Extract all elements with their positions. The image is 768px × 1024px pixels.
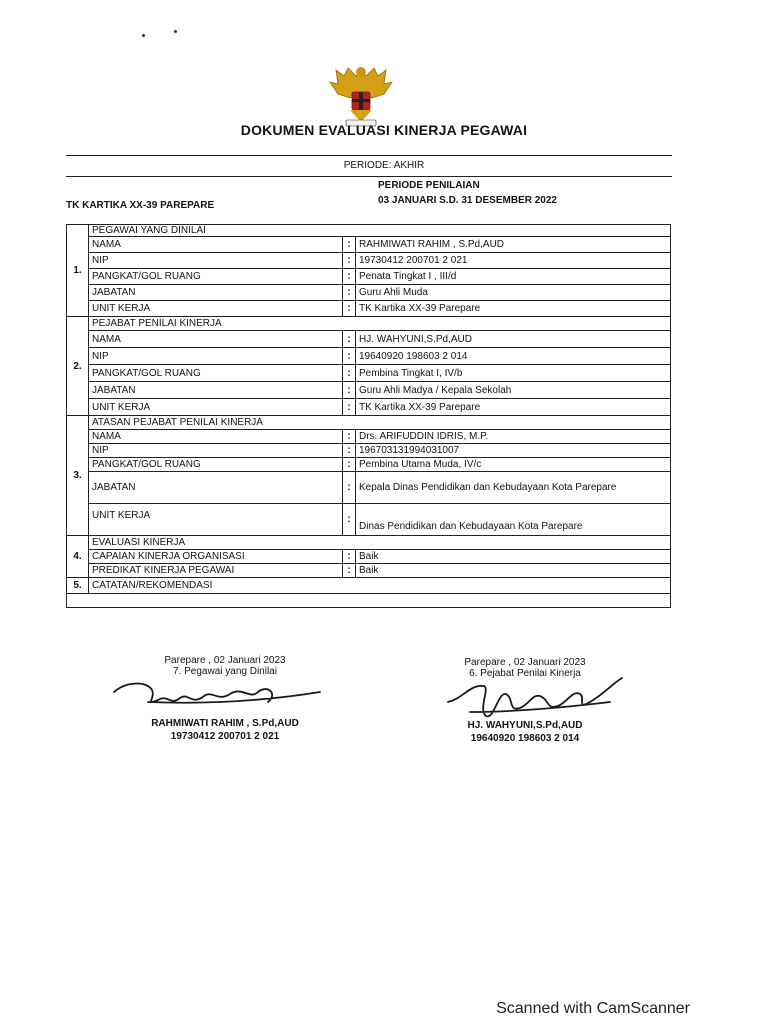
field-label: JABATAN [89, 382, 343, 399]
colon: : [343, 550, 356, 564]
signer-name: HJ. WAHYUNI,S.Pd,AUD [467, 720, 583, 731]
colon: : [343, 237, 356, 253]
sign-role: 6. Pejabat Penilai Kinerja [469, 668, 581, 679]
colon: : [343, 444, 356, 458]
section-title: PEJABAT PENILAI KINERJA [89, 317, 671, 331]
scan-speck [174, 30, 177, 33]
colon: : [343, 399, 356, 416]
colon: : [343, 382, 356, 399]
signer-right [410, 720, 640, 744]
table-row [67, 564, 671, 578]
table-row [67, 594, 671, 608]
signature-left-icon [108, 672, 328, 722]
periode-penilaian-label: PERIODE PENILAIAN [378, 180, 480, 191]
field-value: Kepala Dinas Pendidikan dan Kebudayaan Kota Parepare [356, 472, 671, 504]
colon: : [343, 269, 356, 285]
table-row [67, 550, 671, 564]
sign-place-date: Parepare , 02 Januari 2023 [164, 655, 286, 666]
field-label: NIP [89, 444, 343, 458]
field-value: Baik [356, 550, 671, 564]
table-row [67, 472, 671, 504]
field-value: HJ. WAHYUNI,S.Pd,AUD [356, 331, 671, 348]
field-label: NIP [89, 348, 343, 365]
signer-nip: 19730412 200701 2 021 [170, 731, 280, 742]
section-number: 5. [67, 578, 89, 594]
field-value: TK Kartika XX-39 Parepare [356, 399, 671, 416]
colon: : [343, 331, 356, 348]
notes-area [67, 594, 671, 608]
signer-left [110, 718, 340, 742]
field-label: PANGKAT/GOL RUANG [89, 269, 343, 285]
colon: : [343, 504, 356, 536]
field-value: Pembina Tingkat I, IV/b [356, 365, 671, 382]
field-label: NAMA [89, 331, 343, 348]
periode-divider [66, 176, 672, 177]
colon: : [343, 472, 356, 504]
camscanner-watermark: Scanned with CamScanner [496, 1000, 690, 1017]
field-label: PANGKAT/GOL RUANG [89, 458, 343, 472]
colon: : [343, 430, 356, 444]
table-row [67, 237, 671, 253]
document-title: DOKUMEN EVALUASI KINERJA PEGAWAI [240, 122, 528, 138]
field-value: Penata Tingkat I , III/d [356, 269, 671, 285]
colon: : [343, 564, 356, 578]
field-label: CAPAIAN KINERJA ORGANISASI [89, 550, 343, 564]
field-value: 19640920 198603 2 014 [356, 348, 671, 365]
field-label: UNIT KERJA [89, 504, 343, 536]
field-value: Baik [356, 564, 671, 578]
field-value: Guru Ahli Muda [356, 285, 671, 301]
section-row [67, 317, 671, 331]
colon: : [343, 253, 356, 269]
field-value: Pembina Utama Muda, IV/c [356, 458, 671, 472]
field-label: JABATAN [89, 472, 343, 504]
unit-name: TK KARTIKA XX-39 PAREPARE [66, 200, 215, 211]
top-divider [66, 155, 672, 156]
colon: : [343, 301, 356, 317]
field-label: PREDIKAT KINERJA PEGAWAI [89, 564, 343, 578]
table-row [67, 348, 671, 365]
sign-place-date: Parepare , 02 Januari 2023 [464, 657, 586, 668]
field-value: Dinas Pendidikan dan Kebudayaan Kota Parepare [356, 504, 671, 536]
section-row [67, 536, 671, 550]
colon: : [343, 458, 356, 472]
signature-right-icon [440, 672, 630, 724]
sign-role: 7. Pegawai yang Dinilai [173, 666, 277, 677]
field-value: 19730412 200701 2 021 [356, 253, 671, 269]
table-row [67, 430, 671, 444]
colon: : [343, 285, 356, 301]
field-label: UNIT KERJA [89, 301, 343, 317]
table-row [67, 253, 671, 269]
field-value: Guru Ahli Madya / Kepala Sekolah [356, 382, 671, 399]
colon: : [343, 365, 356, 382]
field-label: PANGKAT/GOL RUANG [89, 365, 343, 382]
garuda-emblem-icon [326, 62, 396, 128]
section-row [67, 225, 671, 237]
colon: : [343, 348, 356, 365]
table-row [67, 331, 671, 348]
section-title: CATATAN/REKOMENDASI [89, 578, 671, 594]
table-row [67, 285, 671, 301]
section-title: ATASAN PEJABAT PENILAI KINERJA [89, 416, 671, 430]
table-row [67, 269, 671, 285]
table-row [67, 504, 671, 536]
signer-nip: 19640920 198603 2 014 [470, 733, 580, 744]
table-row [67, 301, 671, 317]
table-row [67, 444, 671, 458]
section-number: 3. [67, 416, 89, 536]
field-value: TK Kartika XX-39 Parepare [356, 301, 671, 317]
periode-penilaian-range: 03 JANUARI S.D. 31 DESEMBER 2022 [378, 195, 557, 206]
section-number: 1. [67, 225, 89, 317]
field-value: Drs. ARIFUDDIN IDRIS, M.P. [356, 430, 671, 444]
field-value: RAHMIWATI RAHIM , S.Pd,AUD [356, 237, 671, 253]
section-title: PEGAWAI YANG DINILAI [89, 225, 671, 237]
field-label: JABATAN [89, 285, 343, 301]
field-label: NAMA [89, 237, 343, 253]
table-row [67, 382, 671, 399]
scan-speck [142, 34, 145, 37]
evaluation-form-table [66, 224, 671, 608]
section-number: 2. [67, 317, 89, 416]
periode-label: PERIODE: AKHIR [343, 160, 425, 171]
field-label: NIP [89, 253, 343, 269]
section-row [67, 578, 671, 594]
table-row [67, 399, 671, 416]
field-value: 196703131994031007 [356, 444, 671, 458]
table-row [67, 458, 671, 472]
field-label: NAMA [89, 430, 343, 444]
field-label: UNIT KERJA [89, 399, 343, 416]
section-number: 4. [67, 536, 89, 578]
signer-name: RAHMIWATI RAHIM , S.Pd,AUD [151, 718, 299, 729]
section-title: EVALUASI KINERJA [89, 536, 671, 550]
table-row [67, 365, 671, 382]
section-row [67, 416, 671, 430]
